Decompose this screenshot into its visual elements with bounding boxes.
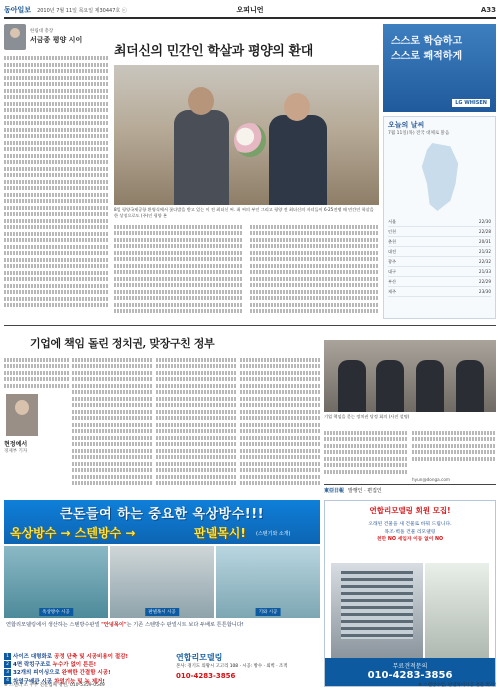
ad-line: 스스로 학습하고 [391, 36, 463, 47]
header-rule [4, 17, 496, 19]
ad-company-phone[interactable]: 010-4283-3856 [176, 671, 236, 680]
ad-side-panel[interactable] [324, 500, 496, 687]
ad-company-info: 본사: 경기도 의왕시 고고리 108 · 시공: 방수 · 외벽 · 조적 [176, 664, 288, 669]
ad-line: 스스로 쾌적하게 [391, 51, 463, 62]
ad-photo-label: 판넬목시 시공 [145, 608, 179, 616]
author-role: 경제부 기자 [4, 448, 28, 454]
masthead [4, 4, 496, 16]
ad-photo [216, 546, 320, 618]
photo-person [416, 360, 444, 412]
meeting-photo [324, 340, 496, 412]
author-photo [6, 394, 38, 436]
ad-side-head: 연합리모델링 회원 모집! [369, 506, 451, 515]
issue-date: 2010년 7월 11일 목요일 제30447호 ⓒ [37, 7, 127, 14]
ad-feature: 3 32개의 피이싱으로 완벽한 간결함 시공! [4, 668, 174, 676]
contact-phone: 010-4283-3856 [367, 670, 453, 681]
photo-caption: 기업 책임을 묻는 정치권 당정 회의 (사진 설명) [324, 414, 410, 419]
article-column [156, 355, 236, 488]
author-photo [4, 24, 26, 50]
photo-person [376, 360, 404, 412]
ad-banner-title: 큰돈들여 하는 중요한 옥상방수!!! [59, 507, 265, 522]
section-title: 오피니언 [236, 6, 264, 14]
ad-footer-right: ※ 스텐방수업, 판넬목이시공 전문 회사! [418, 683, 496, 688]
weather-row: 광주 22/32 [388, 257, 491, 267]
article-column [412, 428, 496, 463]
photo-person [174, 110, 229, 205]
publisher-bar [324, 484, 496, 494]
photo-person [269, 115, 327, 205]
photo-caption: 8일 평양국제공항 환영식에서 꽃다발을 받고 있는 이 전 최더신 씨. 최 씨의 부인 그리고 평양 전 최더신의 자녀들이 6·25전쟁 때 민간인 학살을 한 상징으로도 (주)인 평양 본 [114, 207, 374, 219]
newspaper-logo: 동아일보 [4, 6, 32, 14]
ad-description: 연합리모델링에서 생산하는 스텐방수판넬 "안녕목이"는 기존 스텐방수 판넬시트 보다 두배로 튼튼합니다! [6, 622, 244, 628]
article-body [4, 56, 108, 307]
ad-banner-line: 옥상방수 → 스텐방수 → [10, 526, 136, 540]
author-role: 한림대 총장 [30, 28, 54, 34]
photo-person-head [284, 93, 310, 121]
building-photo [331, 563, 423, 659]
ad-banner-highlight: 판넬목시! [194, 526, 246, 540]
ad-side-highlight: 천만 NO 세입자 이동 없이 NO [376, 537, 444, 543]
author-box [4, 24, 108, 50]
ad-feature: 4 차열구배관 시공 차열기능 및 녹 제거! [4, 677, 174, 685]
photo-person-head [188, 87, 214, 115]
ad-aircon[interactable] [383, 24, 496, 112]
ad-photo [110, 546, 214, 618]
weather-table [388, 217, 491, 297]
ad-footer [4, 682, 496, 690]
section-divider [4, 325, 496, 326]
author-name: 현정예서 [4, 440, 28, 448]
building-photo [425, 563, 489, 659]
article-column [324, 428, 408, 476]
weather-box [383, 116, 496, 319]
ad-banner [4, 500, 320, 544]
ad-footer-left: ※ 스텐더 소 주부 전문업체 정천, 010-5359-0549 [4, 683, 105, 688]
byline-email[interactable]: hyun@donga.com [412, 477, 451, 482]
ad-side-line: 오래된 건물을 새 건물로 바꿔 드립니다. [368, 522, 452, 527]
publisher-text: 발행인 · 편집인 [348, 487, 382, 494]
weather-subtitle: 7월 11일(목) 전국 대체로 맑음 [388, 131, 450, 136]
bouquet [234, 123, 266, 157]
photo-person [456, 360, 484, 412]
author-name: 서금종 평양 시이 [30, 36, 83, 45]
article-column [72, 355, 152, 488]
ad-feature: 1 사이즈 대형화로 공정 단축 및 시공비용이 절감! [4, 652, 174, 660]
publisher-name: 東亞日報 [324, 487, 345, 494]
author-column [4, 355, 70, 454]
ad-side-line: 목조·벽돌 건물 리모델링 [384, 529, 436, 535]
article-column [114, 222, 242, 316]
weather-row: 대구 21/33 [388, 267, 491, 277]
weather-row: 부산 22/29 [388, 277, 491, 287]
headline-main: 최더신의 민간인 학살과 평양의 환대 [114, 44, 313, 59]
ad-photo-label: 옥상방수 시공 [39, 608, 73, 616]
article-column [250, 222, 378, 316]
main-photo [114, 65, 379, 205]
ad-feature: 2 4면 락킹구조로 누수가 없이 튼튼! [4, 660, 174, 668]
weather-row: 춘천 20/31 [388, 237, 491, 247]
column-left [4, 24, 108, 310]
ad-banner-tag: (스텐기와 소개) [256, 531, 291, 537]
ad-roofing[interactable] [4, 500, 496, 687]
weather-row: 제주 23/30 [388, 287, 491, 297]
headline-second: 기업에 책임 돌린 정치권, 맞장구친 정부 [30, 337, 215, 350]
article-column [240, 355, 320, 488]
ad-company-name: 연합리모델링 [176, 653, 223, 662]
page-number: A33 [480, 6, 496, 14]
weather-row: 대전 21/32 [388, 247, 491, 257]
ad-brand: LG WHISEN [452, 99, 490, 107]
contact-label: 무료견적문의 [392, 663, 428, 670]
ad-photo-strip [4, 546, 320, 618]
photo-person [338, 360, 366, 412]
ad-photo-label: 기와 시공 [256, 608, 281, 616]
ad-photo [4, 546, 108, 618]
weather-row: 인천 22/28 [388, 227, 491, 237]
weather-title: 오늘의 날씨 [388, 121, 425, 129]
weather-row: 서울 22/30 [388, 217, 491, 227]
korea-map-icon [414, 143, 466, 211]
